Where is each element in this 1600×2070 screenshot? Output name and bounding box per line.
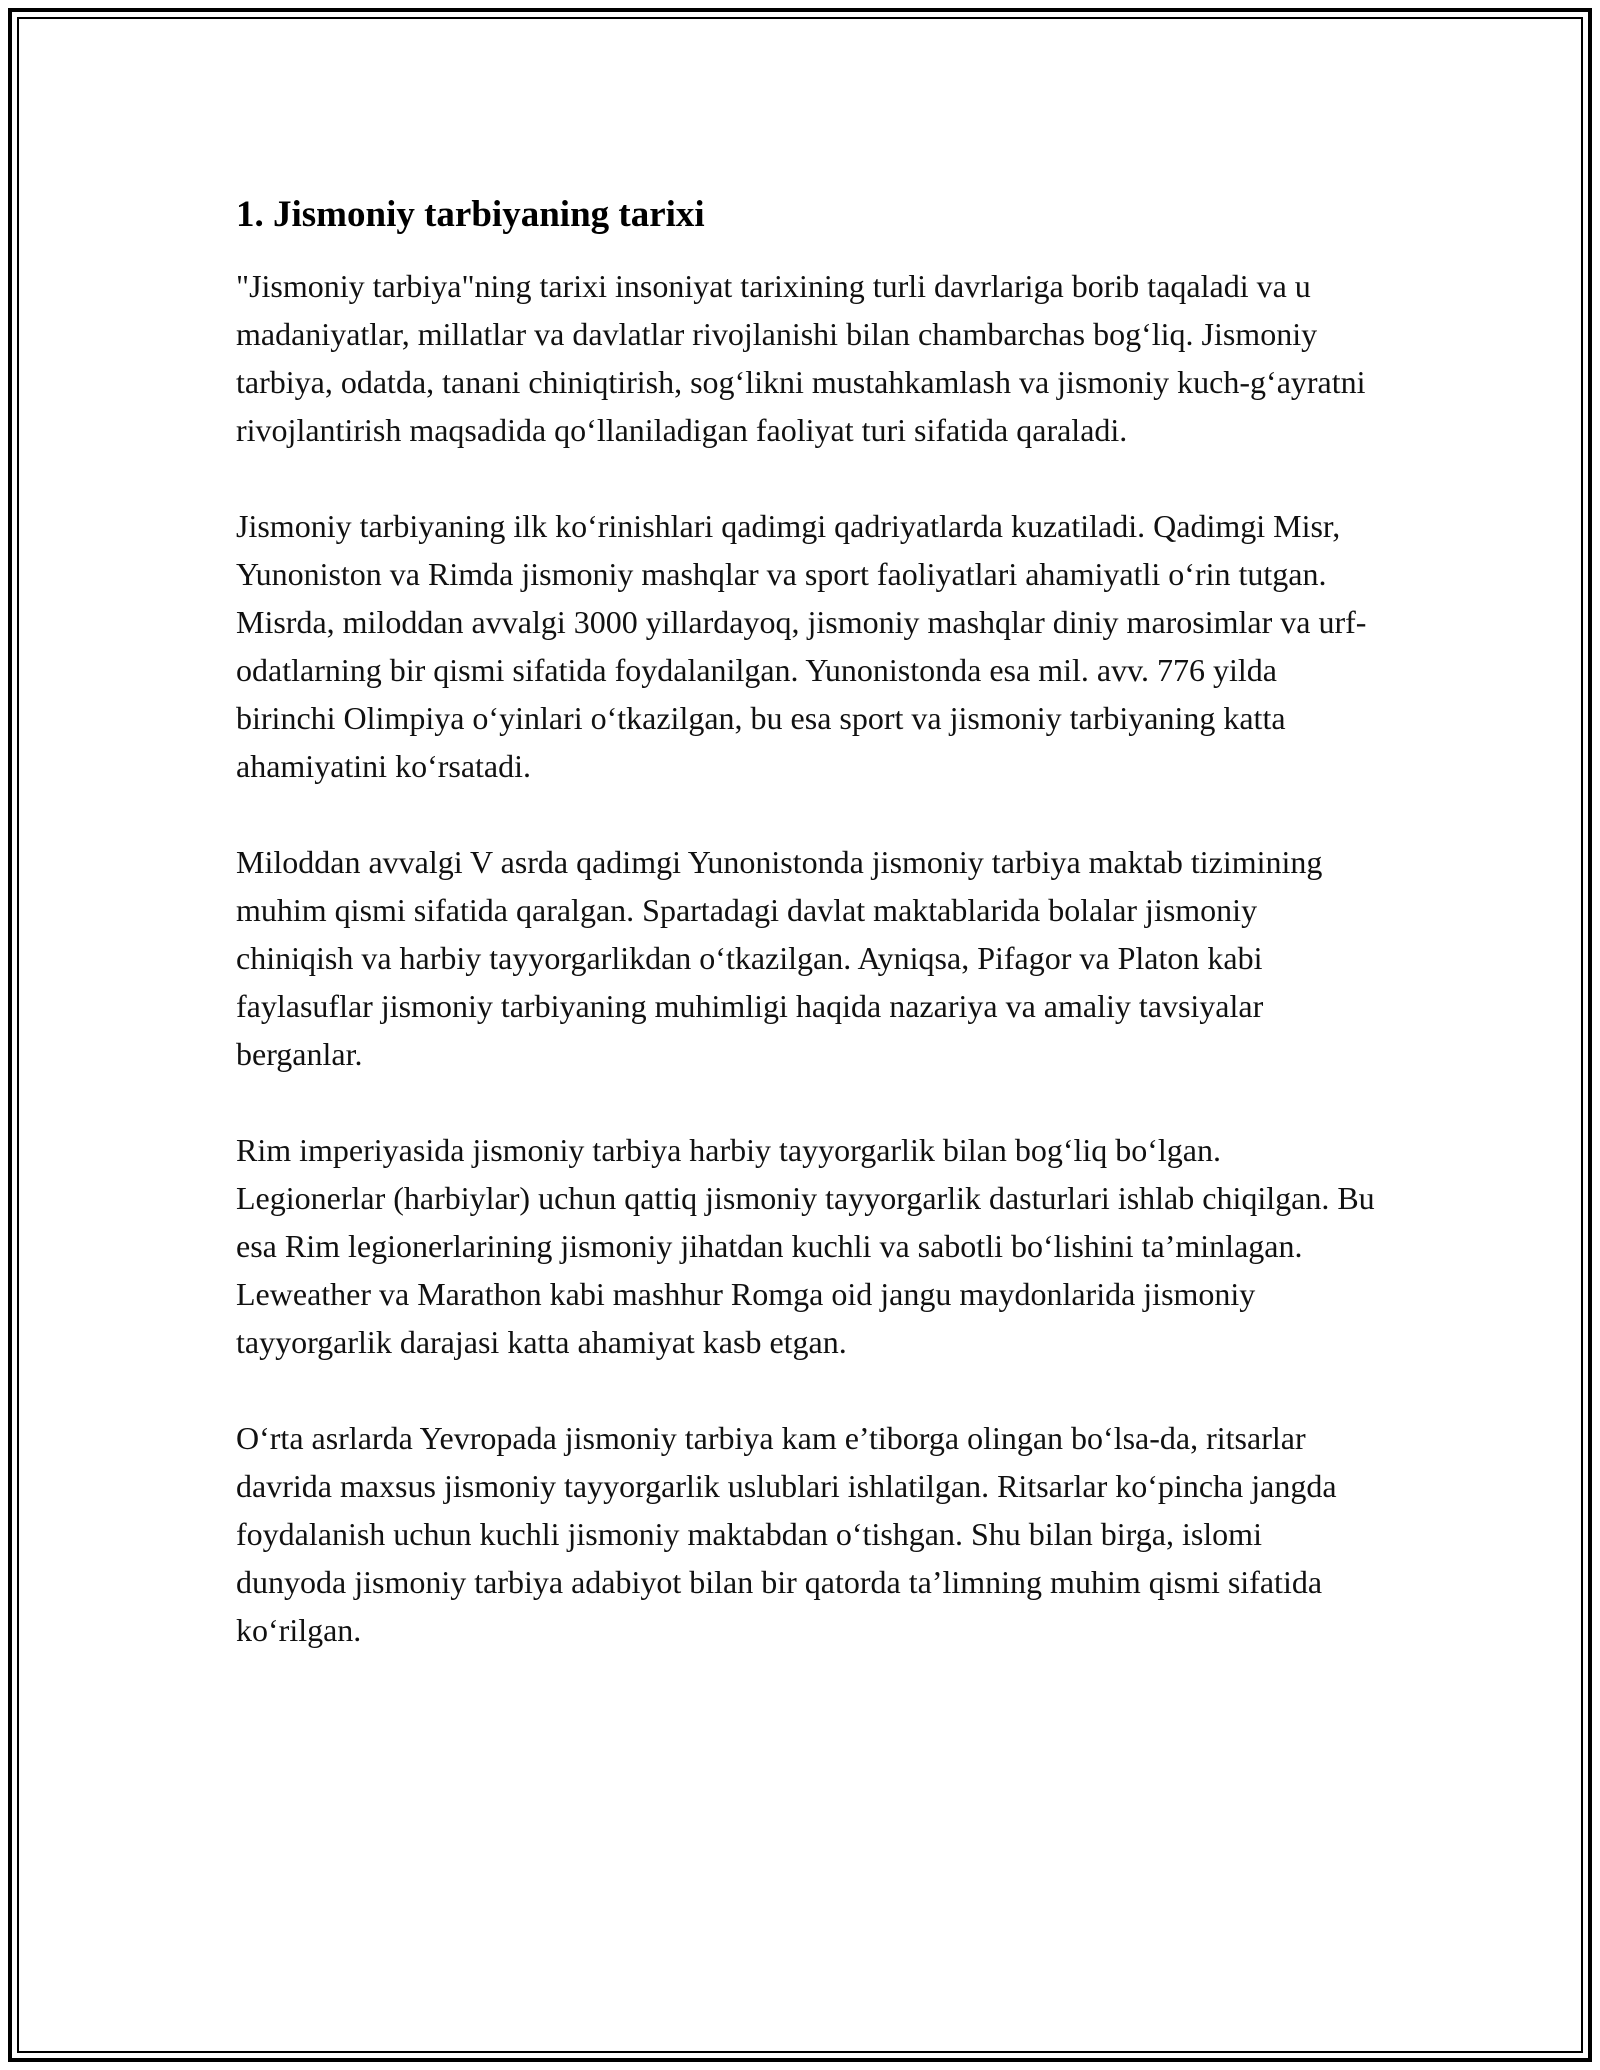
paragraph-2: Jismoniy tarbiyaning ilk ko‘rinishlari qadimgi qadriyatlarda kuzatiladi. Qadimgi Misr, Yunoniston va Rimda jismoniy mashqlar va sport faoliyatlari ahamiyatli o‘rin tutgan. Misrda, miloddan avvalgi 3000 yillardayoq, jismoniy mashqlar diniy marosimlar va urf-odatlarning bir qismi sifatida foydalanilgan. Yunonistonda esa mil. avv. 776 yilda birinchi Olimpiya o‘yinlari o‘tkazilgan, bu esa sport va jismoniy tarbiyaning katta ahamiyatini ko‘rsatadi. [236,508,1367,784]
section-heading: 1. Jismoniy tarbiyaning tarixi [236,194,705,235]
paragraph-3: Miloddan avvalgi V asrda qadimgi Yunonistonda jismoniy tarbiya maktab tizimining muhim qismi sifatida qaralgan. Spartadagi davlat maktablarida bolalar jismoniy chiniqish va harbiy tayyorgarlikdan o‘tkazilgan. Ayniqsa, Pifagor va Platon kabi faylasuflar jismoniy tarbiyaning muhimligi haqida nazariya va amaliy tavsiyalar berganlar. [236,844,1323,1072]
paragraph-4: Rim imperiyasida jismoniy tarbiya harbiy tayyorgarlik bilan bog‘liq bo‘lgan. Legionerlar (harbiylar) uchun qattiq jismoniy tayyorgarlik dasturlari ishlab chiqilgan. Bu esa Rim legionerlarining jismoniy jihatdan kuchli va sabotli bo‘lishini ta’minlagan. Leweather va Marathon kabi mashhur Romga oid jangu maydonlarida jismoniy tayyorgarlik darajasi katta ahamiyat kasb etgan. [236,1132,1375,1360]
paragraph-1: "Jismoniy tarbiya"ning tarixi insoniyat tarixining turli davrlariga borib taqaladi va u madaniyatlar, millatlar va davlatlar rivojlanishi bilan chambarchas bog‘liq. Jismoniy tarbiya, odatda, tanani chiniqtirish, sog‘likni mustahkamlash va jismoniy kuch-g‘ayratni rivojlantirish maqsadida qo‘llaniladigan faoliyat turi sifatida qaraladi. [236,268,1366,448]
paragraph-5: O‘rta asrlarda Yevropada jismoniy tarbiya kam e’tiborga olingan bo‘lsa-da, ritsarlar davrida maxsus jismoniy tayyorgarlik uslublari ishlatilgan. Ritsarlar ko‘pincha jangda foydalanish uchun kuchli jismoniy maktabdan o‘tishgan. Shu bilan birga, islomi dunyoda jismoniy tarbiya adabiyot bilan bir qatorda ta’limning muhim qismi sifatida ko‘rilgan. [236,1420,1337,1648]
document-body [236,190,1376,1702]
